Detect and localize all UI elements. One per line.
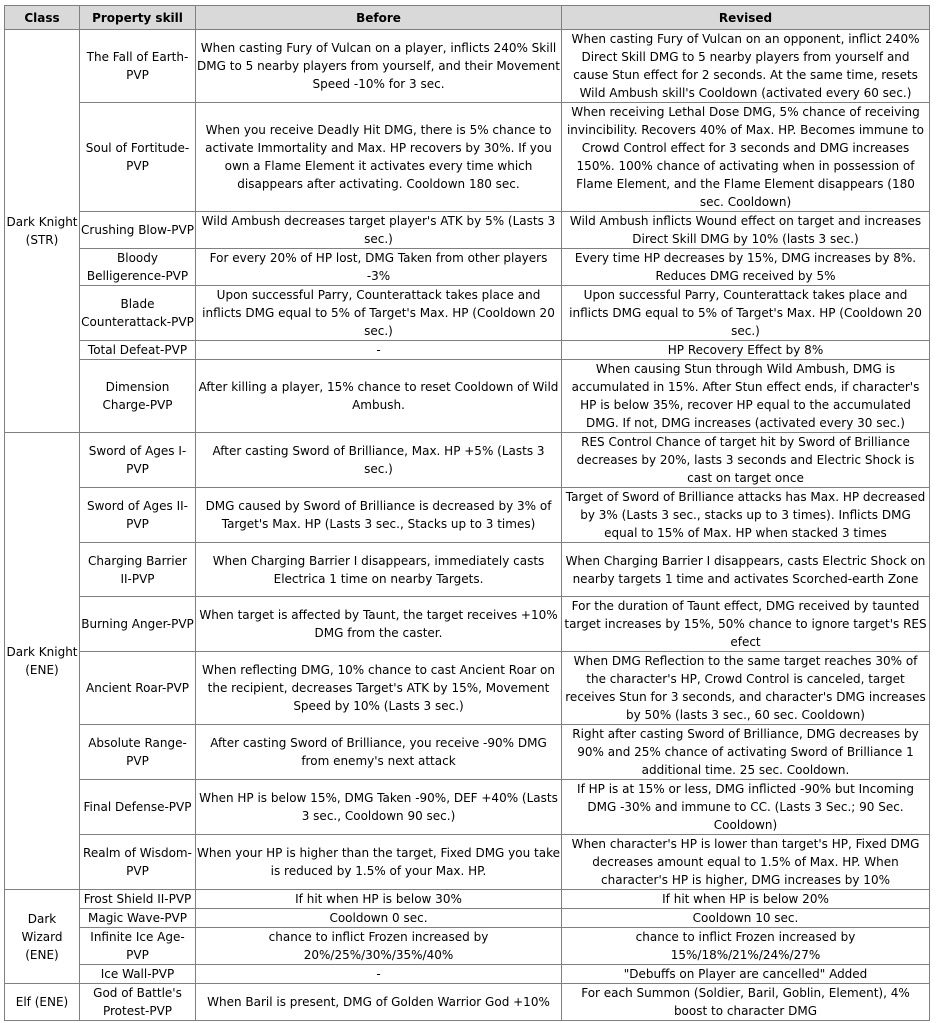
before-cell: When target is affected by Taunt, the target receives +10% DMG from the caster. <box>196 597 562 652</box>
skill-cell: Soul of Fortitude-PVP <box>80 103 196 212</box>
skill-cell: Final Defense-PVP <box>80 780 196 835</box>
table-row <box>5 433 930 488</box>
before-cell: Upon successful Parry, Counterattack takes place and inflicts DMG equal to 5% of Target's Max. HP (Cooldown 20 sec.) <box>196 286 562 341</box>
skill-changes-table <box>4 5 930 1021</box>
before-cell: When reflecting DMG, 10% chance to cast Ancient Roar on the recipient, decreases Target's ATK by 15%, Movement Speed by 10% (Lasts 3 sec.) <box>196 652 562 725</box>
skill-cell: Frost Shield II-PVP <box>80 890 196 909</box>
skill-cell: Sword of Ages I-PVP <box>80 433 196 488</box>
table-row <box>5 103 930 212</box>
revised-cell: HP Recovery Effect by 8% <box>562 341 930 360</box>
class-cell: Dark Wizard (ENE) <box>5 890 80 984</box>
before-cell: For every 20% of HP lost, DMG Taken from other players -3% <box>196 249 562 286</box>
class-cell: Elf (ENE) <box>5 984 80 1021</box>
table-row <box>5 543 930 597</box>
skill-cell: Infinite Ice Age-PVP <box>80 928 196 965</box>
revised-cell: When DMG Reflection to the same target reaches 30% of the character's HP, Crowd Control is canceled, target receives Stun for 3 seconds, and character's DMG increases by 50% (lasts 3 sec., 60 sec. Cooldown) <box>562 652 930 725</box>
before-cell: - <box>196 341 562 360</box>
revised-cell: RES Control Chance of target hit by Sword of Brilliance decreases by 20%, lasts 3 seconds and Electric Shock is cast on target once <box>562 433 930 488</box>
before-cell: Wild Ambush decreases target player's ATK by 5% (Lasts 3 sec.) <box>196 212 562 249</box>
revised-cell: Every time HP decreases by 15%, DMG increases by 8%. Reduces DMG received by 5% <box>562 249 930 286</box>
revised-cell: When receiving Lethal Dose DMG, 5% chance of receiving invincibility. Recovers 40% of Max. HP. Becomes immune to Crowd Control effect for 3 seconds and DMG increases 150%. 100% chance of activating when in possession of Flame Element, and the Flame Element disappears (180 sec. Cooldown) <box>562 103 930 212</box>
revised-cell: When character's HP is lower than target's HP, Fixed DMG decreases amount equal to 1.5% of Max. HP. When character's HP is higher, DMG increases by 10% <box>562 835 930 890</box>
table-row <box>5 341 930 360</box>
header-property-skill: Property skill <box>80 6 196 30</box>
before-cell: After killing a player, 15% chance to reset Cooldown of Wild Ambush. <box>196 360 562 433</box>
table-row <box>5 928 930 965</box>
skill-cell: Ancient Roar-PVP <box>80 652 196 725</box>
skill-cell: Absolute Range-PVP <box>80 725 196 780</box>
revised-cell: When Charging Barrier I disappears, casts Electric Shock on nearby targets 1 time and activates Scorched-earth Zone <box>562 543 930 597</box>
revised-cell: If hit when HP is below 20% <box>562 890 930 909</box>
before-cell: When Baril is present, DMG of Golden Warrior God +10% <box>196 984 562 1021</box>
table-row <box>5 597 930 652</box>
skill-cell: God of Battle's Protest-PVP <box>80 984 196 1021</box>
revised-cell: For the duration of Taunt effect, DMG received by taunted target increases by 15%, 50% chance to ignore target's RES efect <box>562 597 930 652</box>
revised-cell: Upon successful Parry, Counterattack takes place and inflicts DMG equal to 5% of Target's Max. HP (Cooldown 20 sec.) <box>562 286 930 341</box>
revised-cell: If HP is at 15% or less, DMG inflicted -90% but Incoming DMG -30% and immune to CC. (Lasts 3 Sec.; 90 Sec. Cooldown) <box>562 780 930 835</box>
before-cell: If hit when HP is below 30% <box>196 890 562 909</box>
skill-cell: Crushing Blow-PVP <box>80 212 196 249</box>
revised-cell: chance to inflict Frozen increased by 15%/18%/21%/24%/27% <box>562 928 930 965</box>
skill-cell: Blade Counterattack-PVP <box>80 286 196 341</box>
skill-cell: Total Defeat-PVP <box>80 341 196 360</box>
table-row <box>5 965 930 984</box>
before-cell: When Charging Barrier I disappears, immediately casts Electrica 1 time on nearby Targets. <box>196 543 562 597</box>
table-row <box>5 835 930 890</box>
table-row <box>5 725 930 780</box>
table-row <box>5 909 930 928</box>
table-row <box>5 286 930 341</box>
before-cell: After casting Sword of Brilliance, Max. HP +5% (Lasts 3 sec.) <box>196 433 562 488</box>
table-row <box>5 212 930 249</box>
class-cell: Dark Knight (STR) <box>5 30 80 433</box>
revised-cell: Target of Sword of Brilliance attacks has Max. HP decreased by 3% (Lasts 3 sec., stacks up to 3 times). Inflicts DMG equal to 15% of Max. HP when stacked 3 times <box>562 488 930 543</box>
table-row <box>5 488 930 543</box>
revised-cell: When causing Stun through Wild Ambush, DMG is accumulated in 15%. After Stun effect ends, if character's HP is below 35%, recover HP equal to the accumulated DMG. If not, DMG increases (activated every 30 sec.) <box>562 360 930 433</box>
skill-cell: Sword of Ages II-PVP <box>80 488 196 543</box>
header-before: Before <box>196 6 562 30</box>
revised-cell: For each Summon (Soldier, Baril, Goblin, Element), 4% boost to character DMG <box>562 984 930 1021</box>
revised-cell: "Debuffs on Player are cancelled" Added <box>562 965 930 984</box>
table-row <box>5 30 930 103</box>
table-row <box>5 780 930 835</box>
revised-cell: Cooldown 10 sec. <box>562 909 930 928</box>
table-row <box>5 249 930 286</box>
table-row <box>5 984 930 1021</box>
revised-cell: When casting Fury of Vulcan on an opponent, inflict 240% Direct Skill DMG to 5 nearby players from yourself and cause Stun effect for 2 seconds. At the same time, resets Wild Ambush skill's Cooldown (activated every 60 sec.) <box>562 30 930 103</box>
before-cell: When HP is below 15%, DMG Taken -90%, DEF +40% (Lasts 3 sec., Cooldown 90 sec.) <box>196 780 562 835</box>
header-revised: Revised <box>562 6 930 30</box>
before-cell: When casting Fury of Vulcan on a player, inflicts 240% Skill DMG to 5 nearby players from yourself, and their Movement Speed -10% for 3 sec. <box>196 30 562 103</box>
table-row <box>5 360 930 433</box>
skill-cell: Charging Barrier II-PVP <box>80 543 196 597</box>
skill-cell: Realm of Wisdom-PVP <box>80 835 196 890</box>
before-cell: Cooldown 0 sec. <box>196 909 562 928</box>
skill-cell: Ice Wall-PVP <box>80 965 196 984</box>
skill-cell: Magic Wave-PVP <box>80 909 196 928</box>
table-row <box>5 890 930 909</box>
header-class: Class <box>5 6 80 30</box>
revised-cell: Right after casting Sword of Brilliance, DMG decreases by 90% and 25% chance of activating Sword of Brilliance 1 additional time. 25 sec. Cooldown. <box>562 725 930 780</box>
before-cell: DMG caused by Sword of Brilliance is decreased by 3% of Target's Max. HP (Lasts 3 sec., Stacks up to 3 times) <box>196 488 562 543</box>
before-cell: - <box>196 965 562 984</box>
table-row <box>5 652 930 725</box>
before-cell: chance to inflict Frozen increased by 20%/25%/30%/35%/40% <box>196 928 562 965</box>
before-cell: After casting Sword of Brilliance, you receive -90% DMG from enemy's next attack <box>196 725 562 780</box>
skill-cell: Burning Anger-PVP <box>80 597 196 652</box>
skill-cell: The Fall of Earth-PVP <box>80 30 196 103</box>
before-cell: When your HP is higher than the target, Fixed DMG you take is reduced by 1.5% of your Max. HP. <box>196 835 562 890</box>
header-row <box>5 6 930 30</box>
revised-cell: Wild Ambush inflicts Wound effect on target and increases Direct Skill DMG by 10% (lasts 3 sec.) <box>562 212 930 249</box>
before-cell: When you receive Deadly Hit DMG, there is 5% chance to activate Immortality and Max. HP recovers by 30%. If you own a Flame Element it activates every time which disappears after activating. Cooldown 180 sec. <box>196 103 562 212</box>
class-cell: Dark Knight (ENE) <box>5 433 80 890</box>
skill-cell: Bloody Belligerence-PVP <box>80 249 196 286</box>
skill-cell: Dimension Charge-PVP <box>80 360 196 433</box>
